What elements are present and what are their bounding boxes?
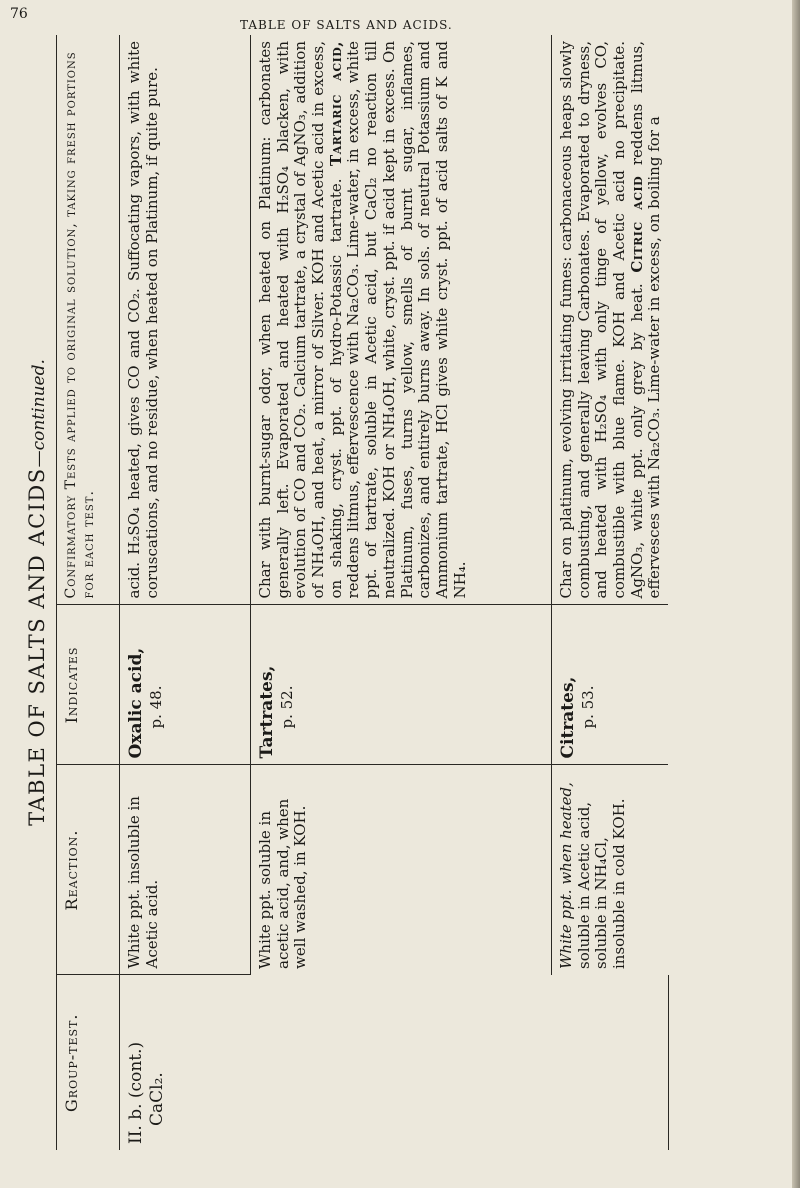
header-reaction: Reaction. — [57, 765, 120, 975]
test-tartrates-bold: Tartaric acid, — [326, 41, 345, 166]
test-oxalic: acid. H₂SO₄ heated, gives CO and CO₂. Suffocating vapors, with white coruscations, and no residue, when heated on Platinum, if quite pure. — [120, 35, 251, 605]
reaction-citrates-italic: White ppt. when heated, — [557, 782, 575, 969]
table-header-row — [57, 35, 120, 1150]
salts-acids-table — [56, 35, 669, 1150]
indicates-tartrates — [251, 605, 552, 765]
test-citrates-part2: reddens litmus, effervesces with Na₂CO₃. Lime-water in excess, on boiling for a — [627, 41, 664, 599]
reaction-tartrates: White ppt. soluble in acetic acid, and, when well washed, in KOH. — [251, 765, 552, 975]
indicates-citrates — [552, 605, 669, 765]
table-title-main: TABLE OF SALTS AND ACIDS — [25, 467, 49, 826]
group-test-line2: CaCl₂. — [147, 1072, 168, 1126]
page-number: 76 — [10, 6, 28, 22]
test-tartrates-part1: Char with burnt-sugar odor, when heated on Platinum: carbonates generally left. Evaporated and heated with H₂SO₄ blacken, with evolution of CO and CO₂. Calcium tartrate, a crystal of AgNO₃, addition of NH₄OH, and heat, a mirror of Silver. KOH and Acetic acid in excess, on shaking, cryst. ppt. of hydro-Potassic tartrate. — [256, 41, 345, 599]
table-row-oxalic — [120, 35, 251, 1150]
reaction-oxalic: White ppt. insoluble in Acetic acid. — [120, 765, 251, 975]
test-tartrates-part2: reddens litmus, effervescence with Na₂CO₃. Lime-water, in excess, white ppt. of tartrate, soluble in Acetic acid, but CaCl₂ no reaction till neutralized. KOH or NH₄OH, white, cryst. ppt. if acid kept in excess. On Platinum, fuses, turns yellow, smells of burnt sugar, inflames, carbonizes, and entirely burns away. In sols. of neutral Potassium and Ammonium tartrate, HCl gives white cryst. ppt. of acid salts of K and NH₄. — [344, 41, 469, 599]
indicates-tartrates-page: p. 52. — [278, 685, 297, 729]
indicates-citrates-name: Citrates, — [558, 676, 578, 759]
reaction-citrates-rest: soluble in Acetic acid, soluble in NH₄Cl, insoluble in cold KOH. — [574, 798, 629, 969]
header-indicates: Indicates — [57, 605, 120, 765]
page-binding-edge — [792, 0, 800, 1188]
running-head: TABLE OF SALTS AND ACIDS. — [240, 18, 453, 32]
group-test-cell — [120, 975, 669, 1150]
header-confirmatory-tests: Confirmatory Tests applied to original solution, taking fresh portions for each test. — [57, 35, 120, 605]
test-tartrates — [251, 35, 552, 605]
group-test-line1: II. b. (cont.) — [126, 1041, 146, 1144]
indicates-oxalic-name: Oxalic acid, — [126, 647, 146, 759]
reaction-citrates — [552, 765, 669, 975]
indicates-oxalic-page: p. 48. — [147, 685, 166, 729]
test-citrates — [552, 35, 669, 605]
rotated-table-region — [18, 35, 664, 1150]
indicates-citrates-page: p. 53. — [579, 685, 598, 729]
header-group-test: Group-test. — [57, 975, 120, 1150]
indicates-tartrates-name: Tartrates, — [257, 665, 277, 759]
table-title-suffix: —continued. — [29, 359, 49, 468]
table-title — [18, 35, 56, 1150]
indicates-oxalic — [120, 605, 251, 765]
test-citrates-bold: Citric acid — [627, 175, 646, 273]
test-citrates-part1: Char on platinum, evolving irritating fumes: carbonaceous heaps slowly combusting, and generally leaving Carbonates. Evaporated to dryness, and heated with H₂SO₄ with only tinge of yellow, evolves CO, combustible with blue flame. KOH and Acetic acid no precipitate. AgNO₃, white ppt. only grey by heat. — [557, 41, 646, 599]
